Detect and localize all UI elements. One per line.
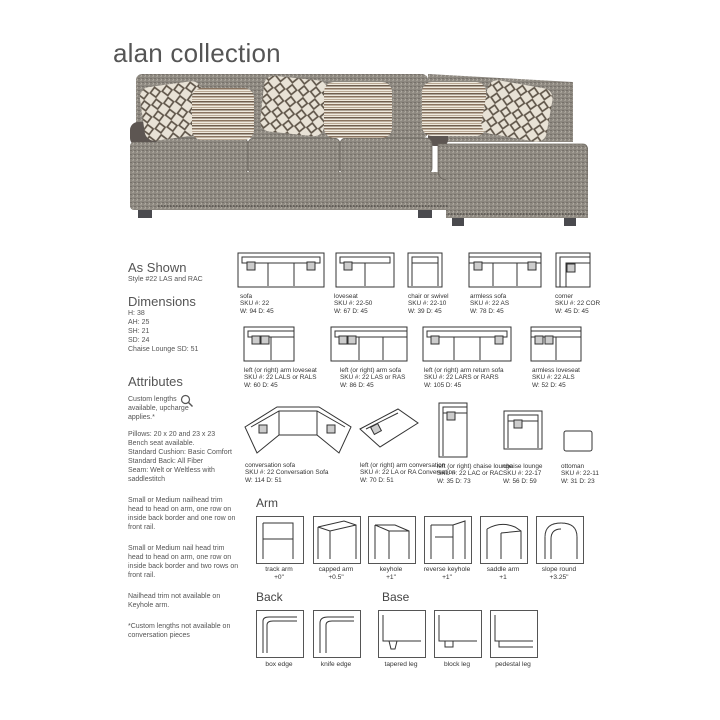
page-title: alan collection <box>113 38 281 68</box>
back-option-name: knife edge <box>320 661 352 668</box>
magnifier-icon <box>180 394 194 408</box>
item-sku: SKU #: 22 Conversation Sofa <box>245 469 329 477</box>
reverse-keyhole-arm-icon <box>424 516 472 564</box>
item-name: left (or right) arm conversation <box>360 462 446 469</box>
item-sku: SKU #: 22 <box>240 300 270 308</box>
item-sku: SKU #: 22 AS <box>470 300 510 308</box>
item-name: left (or right) arm sofa <box>340 367 402 374</box>
sectional-sofa-photo <box>128 72 588 232</box>
slope-round-arm-icon <box>536 516 584 564</box>
item-name: armless sofa <box>470 293 507 300</box>
attributes-heading: Attributes <box>128 374 183 389</box>
base-option-name: pedestal leg <box>495 661 531 668</box>
arm-option-name: saddle arm <box>486 566 520 573</box>
nailhead-note: Small or Medium nailhead trim head to head on arm, one row on inside back border and one row on front rail. <box>128 497 236 531</box>
capped-arm-icon <box>313 516 361 564</box>
item-name: sofa <box>240 293 253 300</box>
back-option-name: box edge <box>265 661 293 668</box>
item-name: conversation sofa <box>245 462 296 469</box>
knife-edge-back-icon <box>313 610 361 658</box>
item-dims: W: 52 D: 45 <box>532 381 566 389</box>
arm-option-name: track arm <box>265 566 293 573</box>
arm-option-price: +0" <box>274 574 284 581</box>
tapered-leg-base-icon <box>378 610 426 658</box>
item-sku: SKU #: 22 LARS or RARS <box>424 374 499 382</box>
nailhead-note: Nailhead trim not available on Keyhole arm. <box>128 593 221 609</box>
custom-lengths-note: Custom lengths available, upcharge applies.* <box>128 396 189 421</box>
back-heading: Back <box>256 590 283 604</box>
base-heading: Base <box>382 590 410 604</box>
chair-diagram-icon <box>407 252 443 288</box>
item-name: ottoman <box>561 463 585 470</box>
track-arm-icon <box>256 516 304 564</box>
item-name: loveseat <box>334 293 358 300</box>
item-sku: SKU #: 22 LA or RA Conversation <box>360 469 456 477</box>
item-sku: SKU #: 22 LALS or RALS <box>244 374 317 382</box>
dimension-line: Chaise Lounge SD: 51 <box>128 346 199 353</box>
item-dims: W: 86 D: 45 <box>340 381 374 389</box>
item-sku: SKU #: 22 LAC or RAC <box>437 470 504 478</box>
dimension-line: H: 38 <box>128 310 145 317</box>
item-name: left (or right) chaise lounge <box>437 463 513 470</box>
dimensions-heading: Dimensions <box>128 294 196 309</box>
arm-sofa-diagram-icon <box>330 326 408 362</box>
item-dims: W: 45 D: 45 <box>555 307 589 315</box>
pedestal-leg-base-icon <box>490 610 538 658</box>
base-option-name: block leg <box>443 661 471 668</box>
item-sku: SKU #: 22-11 <box>561 470 599 478</box>
arm-option-name: reverse keyhole <box>423 566 471 573</box>
chaise-lounge-diagram-icon <box>503 410 543 450</box>
loveseat-diagram-icon <box>335 252 395 288</box>
arm-option-price: +1" <box>386 574 396 581</box>
attribute-line: Pillows: 20 x 20 and 23 x 23 <box>128 431 216 438</box>
arm-loveseat-diagram-icon <box>243 326 295 362</box>
attribute-line: Bench seat available. <box>128 440 195 447</box>
item-dims: W: 60 D: 45 <box>244 381 278 389</box>
item-sku: SKU #: 22 LAS or RAS <box>340 374 406 382</box>
item-sku: SKU #: 22 COR <box>555 300 601 308</box>
arm-option-price: +1" <box>442 574 452 581</box>
sofa-diagram-icon <box>237 252 325 288</box>
corner-diagram-icon <box>555 252 591 288</box>
item-name: chaise lounge <box>503 463 543 470</box>
arm-option-name: capped arm <box>318 566 354 573</box>
custom-lengths-footnote: *Custom lengths not available on conversation pieces <box>128 623 231 639</box>
arm-heading: Arm <box>256 496 278 510</box>
item-dims: W: 78 D: 45 <box>470 307 504 315</box>
arm-return-sofa-diagram-icon <box>422 326 512 362</box>
item-sku: SKU #: 22-17 <box>503 470 542 478</box>
as-shown-style: Style #22 LAS and RAC <box>128 276 203 283</box>
item-sku: SKU #: 22-50 <box>334 300 373 308</box>
item-name: corner <box>555 293 574 300</box>
item-name: left (or right) arm return sofa <box>424 367 504 374</box>
item-name: left (or right) arm loveseat <box>244 367 317 374</box>
arm-option-price: +3.25" <box>549 574 569 581</box>
keyhole-arm-icon <box>368 516 416 564</box>
attribute-line: Standard Back: All Fiber <box>128 458 204 465</box>
item-sku: SKU #: 22 ALS <box>532 374 575 382</box>
arm-option-price: +1 <box>499 574 507 581</box>
base-option-name: tapered leg <box>384 661 418 668</box>
item-dims: W: 56 D: 59 <box>503 477 537 485</box>
arm-conversation-diagram-icon <box>358 407 420 449</box>
item-name: chair or swivel <box>408 293 449 300</box>
chaise-lounge-left-diagram-icon <box>438 402 468 458</box>
nailhead-note: Small or Medium nail head trim head to head on arm, one row on inside back border and two rows on front rail. <box>128 545 239 579</box>
armless-loveseat-diagram-icon <box>530 326 582 362</box>
block-leg-base-icon <box>434 610 482 658</box>
attribute-line: Seam: Welt or Weltless with saddlestitch <box>128 467 215 483</box>
dimension-line: SH: 21 <box>128 328 150 335</box>
item-dims: W: 114 D: 51 <box>245 476 282 484</box>
armless-sofa-diagram-icon <box>468 252 542 288</box>
ottoman-diagram-icon <box>563 430 593 452</box>
box-edge-back-icon <box>256 610 304 658</box>
saddle-arm-icon <box>480 516 528 564</box>
dimension-line: SD: 24 <box>128 337 150 344</box>
arm-option-name: slope round <box>541 566 577 573</box>
arm-option-name: keyhole <box>379 566 403 573</box>
dimension-line: AH: 25 <box>128 319 150 326</box>
item-dims: W: 67 D: 45 <box>334 307 368 315</box>
conversation-sofa-diagram-icon <box>243 405 353 455</box>
item-sku: SKU #: 22-10 <box>408 300 447 308</box>
item-name: armless loveseat <box>532 367 580 374</box>
item-dims: W: 31 D: 23 <box>561 477 595 485</box>
attribute-line: Standard Cushion: Basic Comfort <box>128 449 232 456</box>
as-shown-heading: As Shown <box>128 260 187 275</box>
item-dims: W: 70 D: 51 <box>360 476 394 484</box>
item-dims: W: 35 D: 73 <box>437 477 471 485</box>
item-dims: W: 105 D: 45 <box>424 381 462 389</box>
arm-option-price: +0.5" <box>328 574 344 581</box>
item-dims: W: 94 D: 45 <box>240 307 274 315</box>
item-dims: W: 39 D: 45 <box>408 307 442 315</box>
